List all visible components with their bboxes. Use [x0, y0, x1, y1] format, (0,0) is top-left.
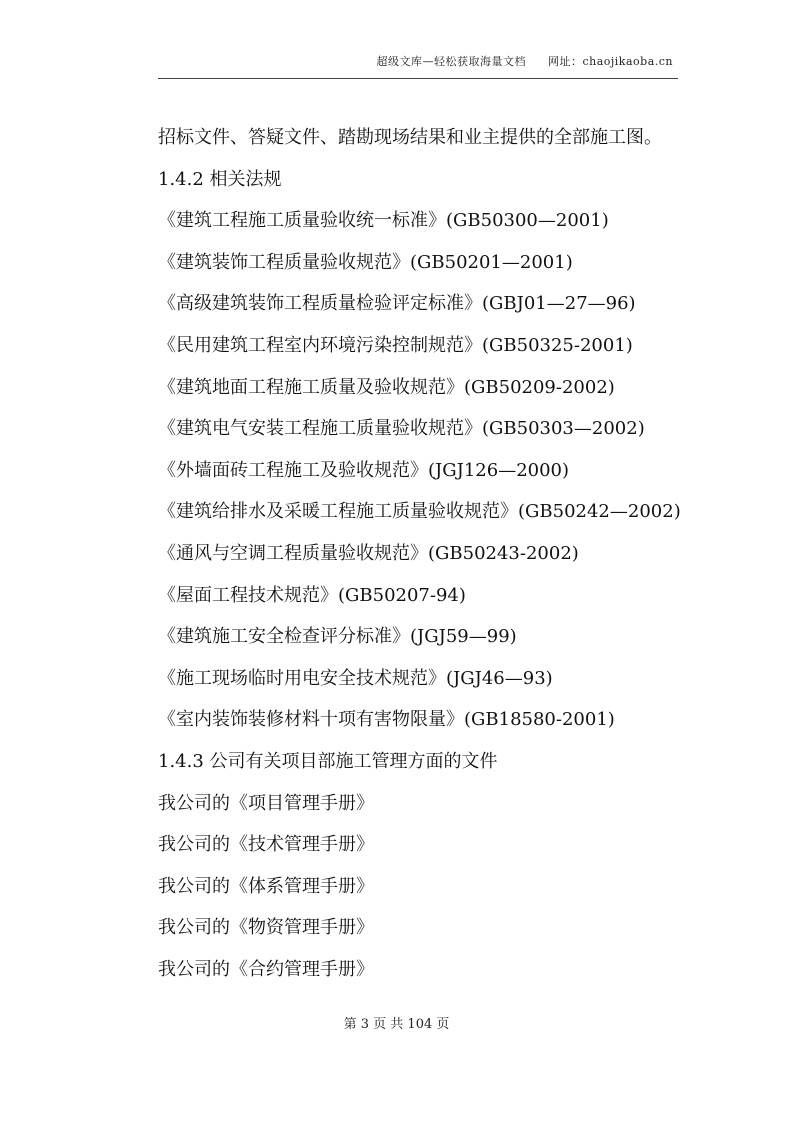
page-number-footer: 第 3 页 共 104 页 [343, 1017, 450, 1032]
page-header [376, 53, 673, 69]
section-heading: 1.4.3 公司有关项目部施工管理方面的文件 [158, 750, 498, 772]
header-site-text: 超级文库—轻松获取海量文档 [376, 55, 526, 68]
company-document-item: 我公司的《物资管理手册》 [158, 917, 374, 939]
regulation-item: 《民用建筑工程室内环境污染控制规范》(GB50325-2001) [158, 334, 633, 356]
company-document-item: 我公司的《技术管理手册》 [158, 834, 374, 856]
document-body [158, 117, 758, 990]
regulation-item: 《施工现场临时用电安全技术规范》(JGJ46—93) [158, 667, 553, 689]
regulation-item: 《建筑地面工程施工质量及验收规范》(GB50209-2002) [158, 376, 615, 398]
header-url-label: 网址： [547, 55, 583, 68]
header-divider [158, 78, 678, 79]
company-document-item: 我公司的《合约管理手册》 [158, 958, 374, 980]
regulation-item: 《建筑装饰工程质量验收规范》(GB50201—2001) [158, 251, 573, 273]
regulation-item: 《高级建筑装饰工程质量检验评定标准》(GBJ01—27—96) [158, 293, 636, 315]
regulation-item: 《通风与空调工程质量验收规范》(GB50243-2002) [158, 542, 579, 564]
section-heading: 1.4.2 相关法规 [158, 168, 282, 190]
company-document-item: 我公司的《体系管理手册》 [158, 875, 374, 897]
regulation-item: 《外墙面砖工程施工及验收规范》(JGJ126—2000) [158, 459, 570, 481]
company-document-item: 我公司的《项目管理手册》 [158, 792, 374, 814]
header-url: chaojikaoba.cn [582, 55, 673, 68]
regulation-item: 《建筑工程施工质量验收统一标准》(GB50300—2001) [158, 210, 609, 232]
regulation-item: 《室内装饰装修材料十项有害物限量》(GB18580-2001) [158, 709, 615, 731]
paragraph-text: 招标文件、答疑文件、踏勘现场结果和业主提供的全部施工图。 [158, 127, 662, 148]
regulation-item: 《建筑给排水及采暖工程施工质量验收规范》(GB50242—2002) [158, 501, 681, 523]
regulation-item: 《建筑施工安全检查评分标准》(JGJ59—99) [158, 626, 517, 648]
regulation-item: 《建筑电气安装工程施工质量验收规范》(GB50303—2002) [158, 418, 645, 440]
regulation-item: 《屋面工程技术规范》(GB50207-94) [158, 584, 466, 606]
